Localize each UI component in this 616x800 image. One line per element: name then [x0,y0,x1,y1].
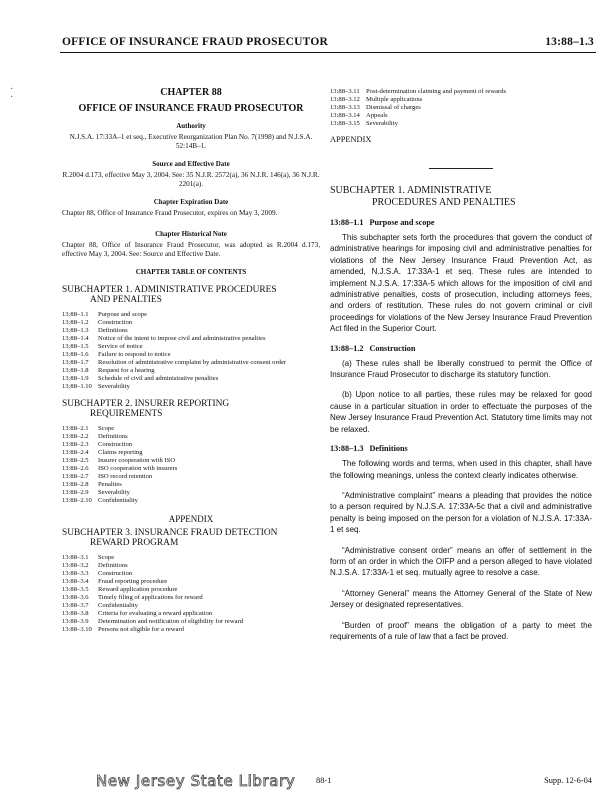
toc-subchapter-3-item-number: 13:88–3.7 [62,602,89,609]
supplement-date: Supp. 12-6-04 [544,776,592,785]
toc-subchapter-1-item-title: Notice of the intent to impose civil and administrative penalties [98,335,266,342]
toc-subchapter-1-item [62,327,320,335]
toc-subchapter-1-item [62,367,320,375]
toc-subchapter-3-item-number: 13:88–3.8 [62,610,89,617]
toc-subchapter-1-item [62,343,320,351]
toc-subchapter-2-item-number: 13:88–2.9 [62,489,89,496]
toc-subchapter-3-cont-item [330,104,592,112]
toc-subchapter-2-item-title: Confidentiality [98,497,138,504]
toc-subchapter-3-item [62,570,320,578]
toc-subchapter-1-line2: AND PENALTIES [90,295,162,305]
chapter-name: OFFICE OF INSURANCE FRAUD PROSECUTOR [78,103,304,114]
toc-subchapter-2-item-number: 13:88–2.6 [62,465,89,472]
toc-subchapter-2-item-number: 13:88–2.8 [62,481,89,488]
library-watermark: New Jersey State Library [96,772,296,790]
section-1-1-paragraph: This subchapter sets forth the procedures that govern the conduct of administrative hearings for imposing civil and administrative penalties for violations of the New Jersey Insurance Fraud Prevention Act, as amended, N.J.S.A. 17:33A-1 et seq. These rules are intended to implement N.J.S.A. 17:33A-5 which allows for the imposition of civil and administrative penalties, costs of prosecution, including attorneys fees, and orders of restitution. These rules do not govern criminal or civil proceedings for violations of the New Jersey Insurance Fraud Prevention Act filed in the Superior Court. [330,233,592,334]
toc-subchapter-2-item [62,425,320,433]
toc-subchapter-3-item [62,578,320,586]
toc-subchapter-2-item-title: Claims reporting [98,449,143,456]
toc-subchapter-1-item-title: Severability [98,383,130,390]
toc-subchapter-1-heading [62,285,320,305]
toc-subchapter-3-cont-item [330,88,592,96]
toc-subchapter-1-item-number: 13:88–1.7 [62,359,89,366]
toc-subchapter-1-item-number: 13:88–1.4 [62,335,89,342]
toc-subchapter-1-item-title: Construction [98,319,133,326]
toc-subchapter-3-cont-item-number: 13:88–3.14 [330,112,360,119]
section-1-2-title: Construction [369,343,416,353]
toc-subchapter-1-list [62,311,320,391]
toc-subchapter-1-item-title: Request for a hearing [98,367,155,374]
toc-subchapter-3-item-number: 13:88–3.4 [62,578,89,585]
definition-attorney-general: “Attorney General” means the Attorney General of the State of New Jersey or designated representatives. [330,588,592,610]
section-1-3-heading [330,444,592,453]
toc-subchapter-2-item-number: 13:88–2.3 [62,441,89,448]
toc-subchapter-2-item [62,465,320,473]
toc-subchapter-3-cont-item-title: Post-determination claiming and payment of rewards [366,88,507,95]
toc-subchapter-3-heading [62,528,320,548]
subchapter-1-line1: SUBCHAPTER 1. ADMINISTRATIVE [330,185,492,196]
toc-subchapter-1-line1: SUBCHAPTER 1. ADMINISTRATIVE PROCEDURES [62,285,277,295]
toc-subchapter-3-item [62,626,320,634]
toc-subchapter-2-item-title: Definitions [98,433,128,440]
header-rule [60,52,596,53]
toc-subchapter-2-list [62,425,320,505]
toc-subchapter-2-item-title: Penalties [98,481,122,488]
toc-subchapter-2-item-title: ISO record retention [98,473,153,480]
toc-subchapter-3-item-title: Criteria for evaluating a reward application [98,610,213,617]
toc-subchapter-1-item [62,383,320,391]
toc-subchapter-2-item [62,457,320,465]
toc-subchapter-1-item-title: Purpose and scope [98,311,148,318]
toc-subchapter-2-item [62,481,320,489]
toc-subchapter-3-list [62,554,320,634]
toc-subchapter-1-item-title: Service of notice [98,343,143,350]
authority-heading: Authority [176,122,206,130]
toc-subchapter-3-item-number: 13:88–3.1 [62,554,89,561]
toc-subchapter-3-cont-item [330,112,592,120]
toc-subchapter-1-item [62,335,320,343]
toc-subchapter-3-item-title: Definitions [98,562,128,569]
toc-subchapter-1-item-number: 13:88–1.8 [62,367,89,374]
source-text: R.2004 d.173, effective May 3, 2004. See: 35 N.J.R. 2572(a), 36 N.J.R. 146(a), 36 N.J.R. 2201(a). [62,171,320,188]
toc-appendix-1: APPENDIX [168,514,214,524]
toc-subchapter-2-item-number: 13:88–2.1 [62,425,89,432]
toc-subchapter-3-cont-item [330,120,592,128]
toc-subchapter-3-item-number: 13:88–3.3 [62,570,89,577]
toc-subchapter-3-item [62,594,320,602]
toc-subchapter-1-item-title: Schedule of civil and administrative penalties [98,375,219,382]
toc-subchapter-2-item-title: Insurer cooperation with ISO [98,457,176,464]
left-column [62,88,320,638]
toc-subchapter-2-item [62,497,320,505]
toc-subchapter-2-item-title: Severability [98,489,130,496]
section-1-2-paragraph-a: (a) These rules shall be liberally construed to permit the Office of Insurance Fraud Prosecutor to discharge its statutory function. [330,358,592,380]
toc-subchapter-2-line2: REQUIREMENTS [90,409,163,419]
toc-subchapter-3-item [62,586,320,594]
toc-subchapter-2-item-number: 13:88–2.2 [62,433,89,440]
toc-subchapter-3-list-continued [330,88,592,128]
toc-subchapter-2-item [62,473,320,481]
toc-subchapter-3-cont-item-title: Multiple applications [366,96,423,103]
toc-subchapter-1-item [62,319,320,327]
toc-subchapter-3-cont-item-number: 13:88–3.15 [330,120,360,127]
historical-text: Chapter 88, Office of Insurance Fraud Prosecutor, was adopted as R.2004 d.173, effective May 3, 2004. See: Source and Effective Date. [62,241,320,258]
subchapter-1-heading [330,185,592,208]
toc-subchapter-3-cont-item-title: Dismissal of charges [366,104,421,111]
toc-subchapter-3-item [62,602,320,610]
toc-subchapter-3-line1: SUBCHAPTER 3. INSURANCE FRAUD DETECTION [62,528,278,538]
toc-subchapter-3-cont-item-number: 13:88–3.12 [330,96,360,103]
section-1-1-heading [330,218,592,227]
toc-subchapter-1-item [62,359,320,367]
historical-heading: Chapter Historical Note [155,230,227,238]
section-1-1-number: 13:88–1.1 [330,218,364,227]
running-header-title: OFFICE OF INSURANCE FRAUD PROSECUTOR [62,36,328,48]
page-number: 88-1 [316,776,332,785]
toc-subchapter-1-item-number: 13:88–1.2 [62,319,89,326]
source-heading: Source and Effective Date [152,160,230,168]
toc-subchapter-2-item-title: Construction [98,441,133,448]
toc-subchapter-3-item [62,562,320,570]
right-column [330,88,592,651]
toc-subchapter-2-item-title: Scope [98,425,115,432]
toc-subchapter-3-item-title: Determination and notification of eligibility for reward [98,618,244,625]
authority-text: N.J.S.A. 17:33A–1 et seq., Executive Reorganization Plan No. 7(1998) and N.J.S.A. 52:14B–1. [69,133,313,150]
chapter-number: CHAPTER 88 [160,87,222,98]
expiration-heading: Chapter Expiration Date [153,198,229,206]
toc-subchapter-3-cont-item [330,96,592,104]
toc-subchapter-3-item-title: Scope [98,554,115,561]
definition-administrative-complaint: “Administrative complaint” means a pleading that provides the notice to a person required by N.J.S.A. 17:33A-5c that a civil and administrative penalty is being imposed on the person for a violation of N.J.S.A. 17:33A-1 et seq. [330,490,592,535]
definition-burden-of-proof: “Burden of proof” means the obligation of a party to meet the requirements of a rule of law that a fact be proved. [330,620,592,641]
margin-mark: · · [10,84,14,103]
toc-subchapter-3-item-number: 13:88–3.9 [62,618,89,625]
toc-subchapter-1-item [62,351,320,359]
toc-subchapter-2-item [62,433,320,441]
toc-subchapter-1-item-number: 13:88–1.5 [62,343,89,350]
toc-heading: CHAPTER TABLE OF CONTENTS [135,268,247,276]
toc-subchapter-3-line2: REWARD PROGRAM [90,538,179,548]
toc-subchapter-3-item-title: Timely filing of applications for reward [98,594,203,601]
toc-subchapter-2-item-title: ISO cooperation with insurers [98,465,178,472]
subchapter-1-line2: PROCEDURES AND PENALTIES [372,196,516,208]
section-divider [429,168,493,169]
toc-subchapter-2-item [62,449,320,457]
definition-administrative-consent-order: “Administrative consent order” means an offer of settlement in the form of an order in which the OIFP and a person alleged to have violated N.J.S.A. 17:33A-1 et seq. mutually agree to resolve a case. [330,545,592,578]
toc-subchapter-2-item-number: 13:88–2.7 [62,473,89,480]
section-1-3-number: 13:88–1.3 [330,444,364,454]
toc-subchapter-3-item-number: 13:88–3.5 [62,586,89,593]
toc-subchapter-2-item-number: 13:88–2.5 [62,457,89,464]
toc-subchapter-2-item [62,441,320,449]
toc-subchapter-1-item-number: 13:88–1.10 [62,383,92,390]
toc-subchapter-3-item [62,610,320,618]
toc-subchapter-3-item-title: Persons not eligible for a reward [98,626,184,633]
toc-subchapter-3-cont-item-title: Appeals [366,112,388,119]
section-1-1-title: Purpose and scope [369,218,435,227]
section-1-2-heading [330,344,592,353]
toc-subchapter-1-item-number: 13:88–1.9 [62,375,89,382]
toc-subchapter-2-item-number: 13:88–2.10 [62,497,92,504]
running-header-section: 13:88–1.3 [545,36,594,48]
toc-subchapter-2-line1: SUBCHAPTER 2. INSURER REPORTING [62,399,230,409]
toc-subchapter-3-item-title: Reward application procedure [98,586,178,593]
toc-subchapter-1-item-number: 13:88–1.1 [62,311,89,318]
toc-subchapter-3-cont-item-title: Severability [366,120,398,127]
toc-subchapter-1-item-number: 13:88–1.3 [62,327,89,334]
toc-subchapter-3-item-title: Confidentiality [98,602,138,609]
toc-subchapter-3-item-number: 13:88–3.10 [62,626,92,633]
toc-subchapter-3-item-title: Fraud reporting procedure [98,578,168,585]
toc-subchapter-1-item [62,311,320,319]
toc-subchapter-3-item [62,618,320,626]
toc-subchapter-1-item-title: Failure to respond to notice [98,351,171,358]
section-1-2-paragraph-b: (b) Upon notice to all parties, these rules may be relaxed for good cause in a particular situation in order to effectuate the purposes of the New Jersey Insurance Fraud Prevention Act. Statutory time limits may not be relaxed. [330,390,592,434]
toc-subchapter-3-cont-item-number: 13:88–3.11 [330,88,360,95]
toc-subchapter-3-cont-item-number: 13:88–3.13 [330,104,360,111]
expiration-text: Chapter 88, Office of Insurance Fraud Prosecutor, expires on May 3, 2009. [62,209,278,217]
toc-subchapter-2-item [62,489,320,497]
toc-subchapter-3-item-number: 13:88–3.2 [62,562,89,569]
toc-subchapter-1-item [62,375,320,383]
toc-subchapter-1-item-title: Resolution of administrative complaint by administrative consent order [98,359,287,366]
section-1-3-title: Definitions [369,444,408,454]
toc-subchapter-1-item-number: 13:88–1.6 [62,351,89,358]
toc-subchapter-1-item-title: Definitions [98,327,128,334]
toc-appendix-2: APPENDIX [330,135,372,144]
section-1-2-number: 13:88–1.2 [330,343,364,353]
toc-subchapter-3-item-number: 13:88–3.6 [62,594,89,601]
toc-subchapter-3-item-title: Construction [98,570,133,577]
toc-subchapter-3-item [62,554,320,562]
section-1-3-intro: The following words and terms, when used in this chapter, shall have the following meanings, unless the context clearly indicates otherwise. [330,459,592,480]
toc-subchapter-2-heading [62,399,320,419]
toc-subchapter-2-item-number: 13:88–2.4 [62,449,89,456]
